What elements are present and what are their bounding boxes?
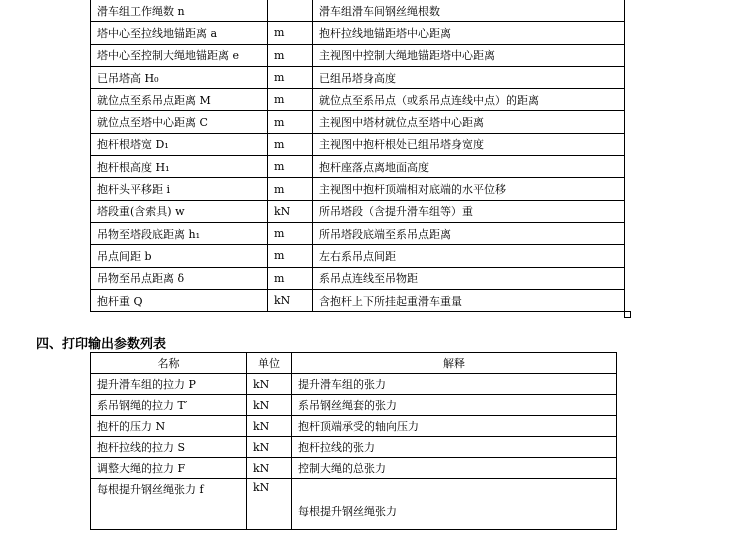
output-desc: 系吊钢丝绳套的张力 <box>292 395 617 416</box>
output-parameter-table <box>90 352 617 530</box>
param-desc: 就位点至系吊点（或系吊点连线中点）的距离 <box>313 89 625 111</box>
param-name: 就位点至系吊点距离 M <box>91 89 268 111</box>
output-unit: kN <box>247 374 292 395</box>
table-row <box>91 289 625 311</box>
table-row <box>91 200 625 222</box>
table-header-row <box>91 353 617 374</box>
table-row <box>91 22 625 44</box>
table-row <box>91 395 617 416</box>
table-row <box>91 374 617 395</box>
param-desc: 左右系吊点间距 <box>313 245 625 267</box>
param-name: 抱杆头平移距 i <box>91 178 268 200</box>
table-row <box>91 416 617 437</box>
param-name: 就位点至塔中心距离 C <box>91 111 268 133</box>
param-name: 抱杆根高度 H₁ <box>91 156 268 178</box>
param-desc: 所吊塔段底端至系吊点距离 <box>313 222 625 244</box>
table-row <box>91 437 617 458</box>
param-unit: m <box>268 44 313 66</box>
param-name: 塔中心至控制大绳地锚距离 e <box>91 44 268 66</box>
param-unit: kN <box>268 200 313 222</box>
output-unit: kN <box>247 395 292 416</box>
output-unit: kN <box>247 458 292 479</box>
section-heading: 四、打印输出参数列表 <box>36 337 167 352</box>
table-row <box>91 66 625 88</box>
output-name: 抱杆的压力 N <box>91 416 247 437</box>
output-desc: 提升滑车组的张力 <box>292 374 617 395</box>
output-desc: 抱杆顶端承受的轴向压力 <box>292 416 617 437</box>
param-name: 抱杆重 Q <box>91 289 268 311</box>
column-header-desc: 解释 <box>292 353 617 374</box>
param-unit: m <box>268 245 313 267</box>
column-header-name: 名称 <box>91 353 247 374</box>
param-name: 抱杆根塔宽 D₁ <box>91 133 268 155</box>
param-name: 吊点间距 b <box>91 245 268 267</box>
output-name: 抱杆拉线的拉力 S <box>91 437 247 458</box>
param-unit: m <box>268 111 313 133</box>
param-desc: 系吊点连线至吊物距 <box>313 267 625 289</box>
param-desc: 主视图中抱杆根处已组吊塔身宽度 <box>313 133 625 155</box>
param-unit: m <box>268 222 313 244</box>
param-desc: 含抱杆上下所挂起重滑车重量 <box>313 289 625 311</box>
param-unit: m <box>268 178 313 200</box>
output-name: 系吊钢绳的拉力 T′ <box>91 395 247 416</box>
output-unit: kN <box>247 479 292 530</box>
input-parameter-table <box>90 0 625 312</box>
table-resize-handle[interactable] <box>624 311 631 318</box>
table-row <box>91 0 625 22</box>
output-unit: kN <box>247 416 292 437</box>
param-desc: 滑车组滑车间钢丝绳根数 <box>313 0 625 22</box>
param-unit: m <box>268 89 313 111</box>
param-unit: m <box>268 22 313 44</box>
output-name: 提升滑车组的拉力 P <box>91 374 247 395</box>
param-unit: m <box>268 156 313 178</box>
output-unit: kN <box>247 437 292 458</box>
output-name: 调整大绳的拉力 F <box>91 458 247 479</box>
param-name: 吊物至吊点距离 δ <box>91 267 268 289</box>
param-name: 塔中心至拉线地锚距离 a <box>91 22 268 44</box>
param-name: 滑车组工作绳数 n <box>91 0 268 22</box>
param-unit: kN <box>268 289 313 311</box>
table-row <box>91 89 625 111</box>
table-row <box>91 133 625 155</box>
table-row <box>91 267 625 289</box>
param-desc: 所吊塔段（含提升滑车组等）重 <box>313 200 625 222</box>
table-row <box>91 111 625 133</box>
column-header-unit: 单位 <box>247 353 292 374</box>
table-row <box>91 245 625 267</box>
param-unit: m <box>268 66 313 88</box>
param-desc: 主视图中塔材就位点至塔中心距离 <box>313 111 625 133</box>
param-desc: 主视图中抱杆顶端相对底端的水平位移 <box>313 178 625 200</box>
param-desc: 抱杆拉线地锚距塔中心距离 <box>313 22 625 44</box>
output-name: 每根提升钢丝绳张力 f <box>91 479 247 530</box>
table-row <box>91 479 617 530</box>
param-desc: 已组吊塔身高度 <box>313 66 625 88</box>
param-desc: 主视图中控制大绳地锚距塔中心距离 <box>313 44 625 66</box>
param-name: 已吊塔高 H₀ <box>91 66 268 88</box>
param-desc: 抱杆座落点离地面高度 <box>313 156 625 178</box>
table-row <box>91 156 625 178</box>
param-name: 吊物至塔段底距离 h₁ <box>91 222 268 244</box>
table-row <box>91 178 625 200</box>
param-name: 塔段重(含索具) w <box>91 200 268 222</box>
param-unit: m <box>268 133 313 155</box>
table-row <box>91 222 625 244</box>
table-row <box>91 458 617 479</box>
output-desc: 每根提升钢丝绳张力 <box>292 479 617 530</box>
param-unit: m <box>268 267 313 289</box>
table-row <box>91 44 625 66</box>
param-unit <box>268 0 313 22</box>
output-desc: 控制大绳的总张力 <box>292 458 617 479</box>
output-desc: 抱杆拉线的张力 <box>292 437 617 458</box>
